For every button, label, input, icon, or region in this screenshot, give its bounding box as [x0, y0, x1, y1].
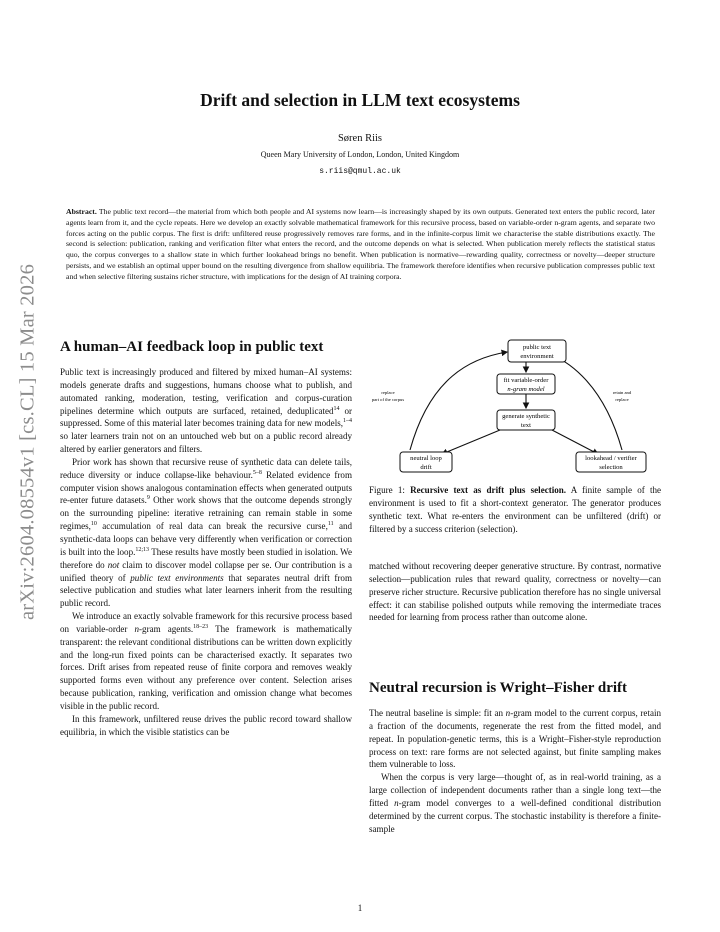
paragraph — [60, 366, 352, 456]
text-run: Public text is increasingly produced and filtered by mixed human–AI systems: models generate drafts and suggestions, humans choose what to publish, and automated ranking, moderation, testing, verification and corpus-curation pipelines determine which outputs are surfaced, retained, deduplicated — [60, 367, 352, 416]
text-run: accumulation of real data can break the recursive curse, — [96, 521, 328, 532]
text-run: The neutral baseline is simple: fit an — [369, 708, 506, 718]
paragraph: matched without recovering deeper generative structure. By contrast, normative selection—publication rules that reward quality, correctness or novelty—can preserve richer structure. Recursive publication therefore has no single universal effect: it can stabilise polished outputs while removing the intermediate traces needed for learning from process rather than outcome alone. — [369, 561, 661, 623]
svg-text:text: text — [521, 422, 531, 429]
node-neutral-loop-drift — [400, 452, 452, 472]
text-run: that separates neutral drift from selective publication and studies what later learners inherit from the resulting public record. — [60, 572, 352, 609]
citation[interactable]: 14 — [333, 405, 340, 412]
text-run: -gram model converges to a well-defined conditional distribution determined by the current corpus. The stochastic instability is therefore a finite-sample — [369, 797, 661, 834]
author-email[interactable]: s.riis@qmul.ac.uk — [319, 167, 401, 176]
text-run: -gram model to the current corpus, retain a fraction of the documents, regenerate the rest from the fitted model, and repeat. In population-genetic terms, this is a Wright–Fisher-style reproduction process on text: rare forms are not selected against, but finite sampling makes them vulnerable to loss. — [369, 708, 662, 770]
paragraph — [60, 610, 352, 713]
citation[interactable]: 12;13 — [135, 546, 150, 553]
svg-text:lookahead / verifier: lookahead / verifier — [585, 455, 637, 462]
citation[interactable]: 1–4 — [343, 418, 352, 425]
figure-1-diagram — [370, 338, 662, 478]
node-public-text-environment — [508, 340, 566, 362]
author-affiliation: Queen Mary University of London, London, United Kingdom — [260, 150, 460, 159]
node-generate-synthetic-text — [497, 410, 555, 430]
text-run: or suppressed. Some of this material later becomes training data for new models, — [60, 405, 352, 429]
text-run: These results have mostly been studied in isolation. We therefore do — [60, 546, 353, 570]
arc-right-retain — [545, 352, 622, 450]
paragraph — [369, 771, 661, 835]
arrow-gen-to-drift — [442, 430, 500, 454]
math-n: n — [505, 708, 511, 718]
edge-label-replace: replace — [381, 390, 395, 395]
citation[interactable]: 5–8 — [252, 469, 262, 476]
figure-1-caption — [369, 484, 661, 535]
edge-label-retain-and: retain and — [612, 390, 632, 395]
text-run: Related evidence from computer vision shows analogous contamination effects when generated outputs re-enter future datasets. — [60, 469, 352, 506]
edge-label-part-of-corpus: part of the corpus — [371, 397, 405, 402]
paragraph — [369, 707, 661, 771]
section-heading-feedback-loop: A human–AI feedback loop in public text — [60, 339, 324, 355]
svg-text:drift: drift — [420, 464, 432, 471]
text-run: and synthetic-data loops can behave very differently when verification or correction is built into the loop. — [60, 521, 353, 557]
page-number: 1 — [357, 903, 363, 913]
citation[interactable]: 18–23 — [193, 623, 209, 630]
abstract — [66, 207, 655, 283]
arxiv-stamp — [8, 262, 48, 622]
arrow-gen-to-selection — [552, 430, 598, 454]
caption-label: Figure 1: — [369, 485, 405, 495]
text-run: The framework is mathematically transparent: the relevant conditional distributions can be written down explicitly and the long-run fixed points can be characterised exactly. It separates two forces. Drift arises from repeated reuse of finite corpora and removes weakly supported forms even without any preference over content. Selection arises because publication, ranking, verification and omission change what becomes visible in the public record. — [60, 623, 352, 711]
section-heading-wright-fisher: Neutral recursion is Wright–Fisher drift — [369, 680, 628, 696]
edge-label-replace-right: replace — [615, 397, 629, 402]
arc-left-replace — [410, 352, 507, 450]
svg-text:selection: selection — [599, 464, 623, 471]
svg-text:fit variable-order: fit variable-order — [503, 377, 549, 384]
node-lookahead-verifier-selection — [576, 452, 646, 472]
text-run: We introduce an exactly solvable framework for this recursive process based on variable-order — [60, 611, 352, 634]
right-column — [369, 707, 661, 835]
text-run: Prior work has shown that recursive reuse of synthetic data can delete tails, reduce diversity or induce collapse-like behaviour. — [60, 456, 352, 480]
caption-text: A finite sample of the environment is used to fit a short-context generator. The generator produces synthetic text. What re-enters the environment can be unfiltered (drift) or filtered by a success criterion (selection). — [369, 485, 661, 534]
math-n: n — [134, 623, 140, 634]
citation[interactable]: 9 — [146, 495, 150, 502]
paper-title: Drift and selection in LLM text ecosystems — [200, 90, 520, 110]
text-run: claim to discover model collapse per se. Our contribution is a unified theory of — [60, 559, 353, 583]
text-run: so later learners train not on an untouched web but on a public record already altered by earlier generators and filters. — [60, 431, 352, 455]
arxiv-id: arXiv:2604.08554v1 [cs.CL] 15 Mar 2026 — [16, 263, 39, 621]
svg-text:neutral loop: neutral loop — [410, 455, 442, 462]
svg-text:public text: public text — [522, 344, 552, 351]
left-column — [60, 366, 352, 738]
text-run: Other work shows that the outcome depends strongly on the surrounding pipeline: iterative retraining can remain stable in some regimes, — [60, 495, 352, 532]
citation[interactable]: 10 — [90, 521, 97, 528]
svg-text:n-gram model: n-gram model — [507, 386, 545, 393]
emphasis: public text environments — [130, 572, 224, 583]
abstract-label: Abstract. — [66, 207, 97, 216]
citation[interactable]: 11 — [327, 521, 334, 528]
emphasis: not — [107, 559, 120, 570]
abstract-text: The public text record—the material from which both people and AI systems now learn—is increasingly shaped by its own outputs. Generated text enters the public record, later agents learn from it, and the cycle repeats. Here we develop an exactly solvable mathematical framework for this recursive process, based on variable-order n-gram agents, and separate two forces acting on the public corpus. The first is drift: unfiltered reuse progressively removes rare forms, and in the infinite-corpus limit we characterise the stable distributions exactly. The second is selection: publication, ranking and verification filter what enters the record, and the outcome depends on what is selected. When publication merely reflects the statistical status quo, the corpus converges to a shallow state in which further lookahead brings no benefit. When publication is normative—rewarding quality, correctness or novelty—deeper structure persists, and we establish an optimal upper bound on the resulting divergence from shallow equilibria. The framework therefore identifies when recursive publication compresses public text and when selective filtering sustains richer structure, with implications for the design of AI training corpora. — [66, 207, 655, 281]
svg-text:environment: environment — [520, 353, 554, 360]
caption-bold: Recursive text as drift plus selection. — [410, 485, 567, 495]
right-column-continuation — [369, 560, 661, 624]
text-run: When the corpus is very large—thought of, as in real-world training, as a large collection of independent documents rather than a single long text—the fitted — [369, 772, 661, 808]
math-n: n — [394, 797, 399, 808]
text-run: -gram agents. — [139, 623, 194, 634]
node-fit-ngram-model — [497, 374, 555, 394]
paragraph: In this framework, unfiltered reuse drives the public record toward shallow equilibria, in which the visible statistics can be — [60, 713, 352, 737]
svg-text:generate synthetic: generate synthetic — [502, 413, 550, 420]
paragraph — [60, 456, 352, 610]
author-name: Søren Riis — [337, 133, 383, 144]
